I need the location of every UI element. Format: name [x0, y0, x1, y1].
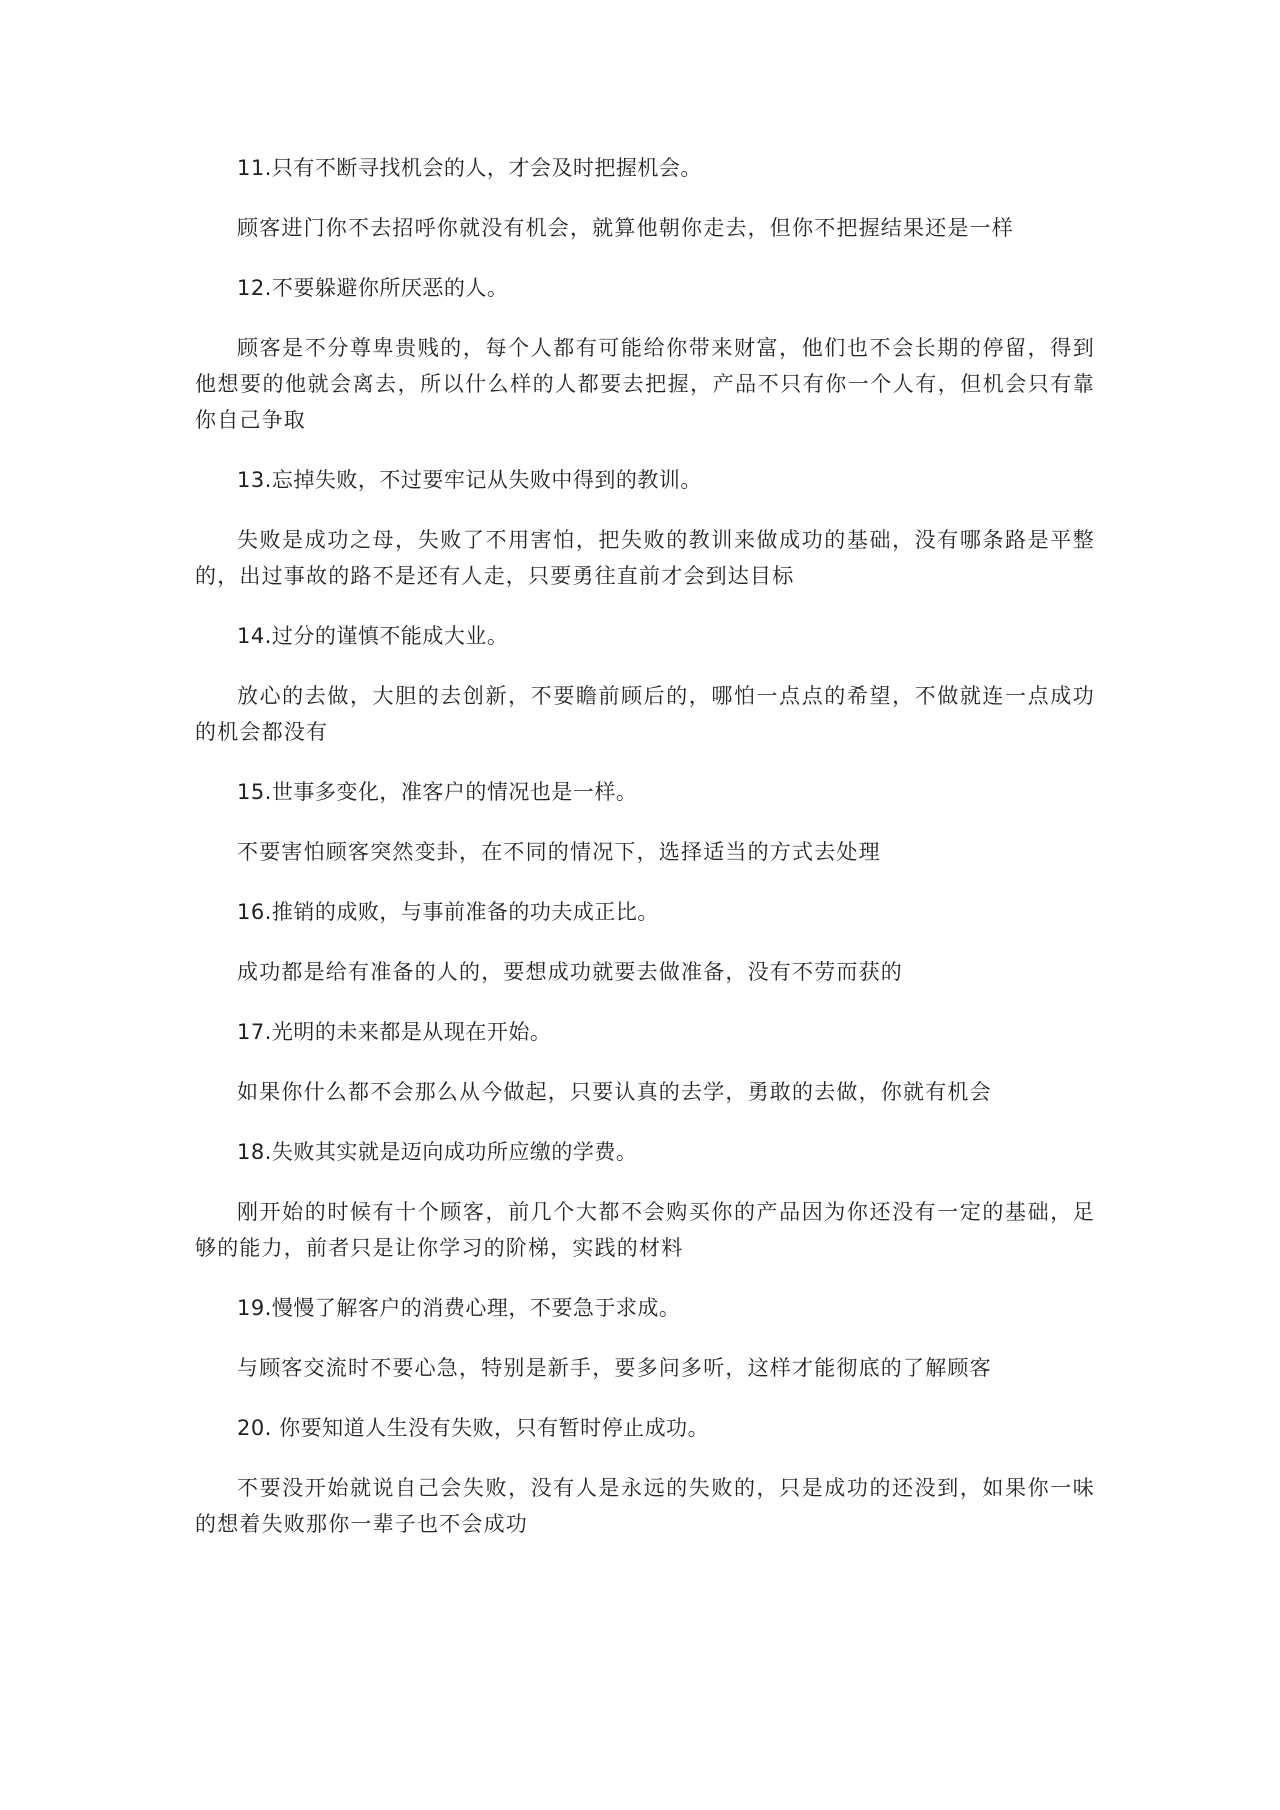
item-heading: 15.世事多变化，准客户的情况也是一样。: [237, 780, 638, 804]
item-heading: 18.失败其实就是迈向成功所应缴的学费。: [237, 1140, 638, 1164]
item-18: [195, 1134, 1095, 1266]
item-body: 顾客是不分尊卑贵贱的，每个人都有可能给你带来财富，他们也不会长期的停留，得到他想要的他就会离去，所以什么样的人都要去把握，产品不只有你一个人有，但机会只有靠你自己争取: [195, 336, 1095, 432]
item-heading: 20. 你要知道人生没有失败，只有暂时停止成功。: [237, 1416, 710, 1440]
item-body: 刚开始的时候有十个顾客，前几个大都不会购买你的产品因为你还没有一定的基础，足够的能力，前者只是让你学习的阶梯，实践的材料: [195, 1200, 1095, 1260]
item-body: 放心的去做，大胆的去创新，不要瞻前顾后的，哪怕一点点的希望，不做就连一点成功的机会都没有: [195, 684, 1095, 744]
item-body: 不要害怕顾客突然变卦，在不同的情况下，选择适当的方式去处理: [237, 840, 881, 864]
item-heading: 14.过分的谨慎不能成大业。: [237, 624, 509, 648]
item-heading: 17.光明的未来都是从现在开始。: [237, 1020, 552, 1044]
item-body: 失败是成功之母，失败了不用害怕，把失败的教训来做成功的基础，没有哪条路是平整的，出过事故的路不是还有人走，只要勇往直前才会到达目标: [195, 528, 1095, 588]
item-body: 如果你什么都不会那么从今做起，只要认真的去学，勇敢的去做，你就有机会: [237, 1080, 992, 1104]
item-19: [195, 1290, 1095, 1386]
item-13: [195, 462, 1095, 594]
item-body: 顾客进门你不去招呼你就没有机会，就算他朝你走去，但你不把握结果还是一样: [237, 216, 1014, 240]
document-page: [195, 150, 1095, 1566]
item-heading: 13.忘掉失败，不过要牢记从失败中得到的教训。: [237, 468, 702, 492]
item-heading: 12.不要躲避你所厌恶的人。: [237, 276, 509, 300]
item-body: 不要没开始就说自己会失败，没有人是永远的失败的，只是成功的还没到，如果你一味的想着失败那你一辈子也不会成功: [195, 1476, 1095, 1536]
item-11: [195, 150, 1095, 246]
item-15: [195, 774, 1095, 870]
item-body: 成功都是给有准备的人的，要想成功就要去做准备，没有不劳而获的: [237, 960, 903, 984]
item-20: [195, 1410, 1095, 1542]
item-heading: 19.慢慢了解客户的消费心理，不要急于求成。: [237, 1296, 681, 1320]
item-body: 与顾客交流时不要心急，特别是新手，要多问多听，这样才能彻底的了解顾客: [237, 1356, 992, 1380]
item-heading: 16.推销的成败，与事前准备的功夫成正比。: [237, 900, 659, 924]
item-17: [195, 1014, 1095, 1110]
item-14: [195, 618, 1095, 750]
item-12: [195, 270, 1095, 438]
item-heading: 11.只有不断寻找机会的人，才会及时把握机会。: [237, 156, 702, 180]
item-16: [195, 894, 1095, 990]
